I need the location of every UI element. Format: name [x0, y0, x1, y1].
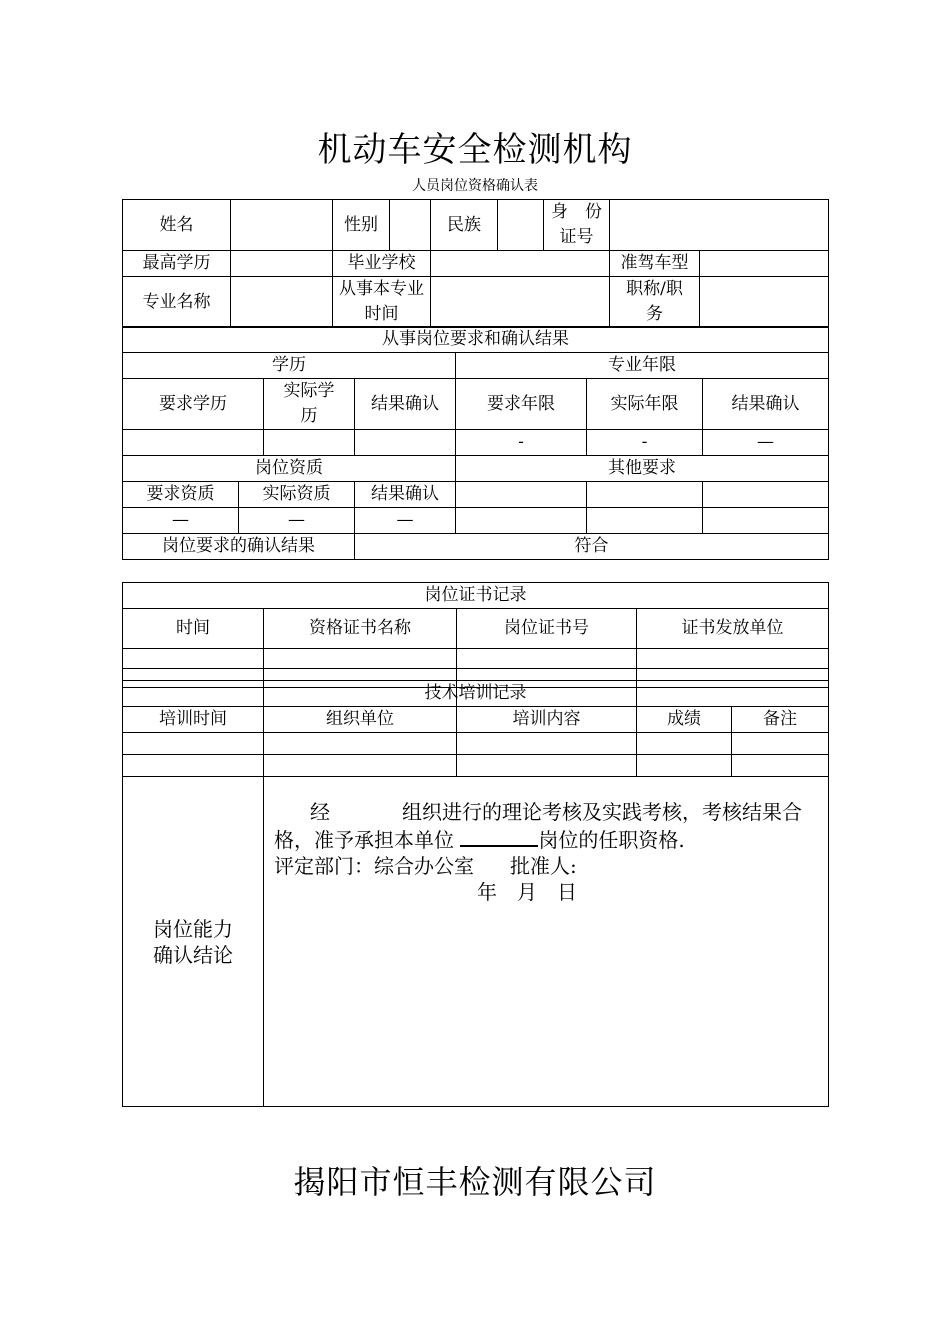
table-cell[interactable] — [123, 733, 264, 755]
company-name: 揭阳市恒丰检测有限公司 — [293, 1163, 657, 1201]
job-title-label — [610, 277, 700, 328]
requirements-confirmation-value[interactable]: 符合 — [355, 534, 829, 560]
actual-education-line1: 实际学 — [283, 381, 335, 401]
evaluation-dept: 评定部门：综合办公室 — [274, 854, 474, 878]
table-cell[interactable] — [637, 755, 732, 777]
other-requirement-cell[interactable] — [703, 508, 829, 534]
qualification-section-heading: 岗位资质 — [123, 456, 456, 482]
years-in-major-label — [333, 277, 431, 328]
required-qualification-value[interactable]: — — [123, 508, 239, 534]
requirements-confirmation-label: 岗位要求的确认结果 — [123, 534, 355, 560]
table-cell[interactable] — [123, 649, 264, 669]
gender-field[interactable] — [390, 200, 431, 251]
table-cell[interactable] — [637, 733, 732, 755]
cert-number-header: 岗位证书号 — [457, 609, 637, 649]
required-education-value[interactable] — [123, 430, 264, 456]
table-row — [123, 649, 829, 669]
years-label-line1: 从事本专业 — [339, 279, 424, 299]
training-remarks-header: 备注 — [732, 707, 829, 733]
years-section-heading: 专业年限 — [456, 353, 829, 379]
requirements-heading: 从事岗位要求和确认结果 — [123, 327, 829, 353]
other-requirement-cell[interactable] — [703, 482, 829, 508]
post-name-blank[interactable] — [460, 825, 538, 847]
years-result-value[interactable]: — — [703, 430, 829, 456]
actual-education-value[interactable] — [264, 430, 355, 456]
table-row — [123, 755, 829, 777]
approval-date: 年 月 日 — [477, 880, 577, 904]
years-in-major-field[interactable] — [431, 277, 610, 328]
table-cell[interactable] — [732, 755, 829, 777]
actual-qualification-label: 实际资质 — [239, 482, 355, 508]
form-subtitle: 人员岗位资格确认表 — [412, 178, 538, 194]
conclusion-label-line2: 确认结论 — [153, 942, 233, 967]
basic-info-table — [122, 199, 829, 328]
table-cell[interactable] — [637, 649, 829, 669]
actual-education-label — [264, 379, 355, 430]
years-result-label: 结果确认 — [703, 379, 829, 430]
qualification-result-value[interactable]: — — [355, 508, 456, 534]
table-cell[interactable] — [264, 755, 457, 777]
approver-label: 批准人: — [510, 854, 577, 878]
conclusion-suffix: 岗位的任职资格. — [538, 828, 685, 852]
conclusion-prefix: 经 — [310, 800, 330, 824]
school-label: 毕业学校 — [333, 251, 431, 277]
id-label-line2: 证号 — [559, 227, 594, 247]
table-cell[interactable] — [264, 649, 457, 669]
other-requirement-cell[interactable] — [456, 482, 587, 508]
id-label-line1: 身 份 — [551, 202, 602, 222]
table-cell[interactable] — [457, 649, 637, 669]
training-time-header: 培训时间 — [123, 707, 264, 733]
education-section-heading: 学历 — [123, 353, 456, 379]
conclusion-label — [123, 777, 264, 1107]
major-field[interactable] — [231, 277, 333, 328]
years-label-line2: 时间 — [364, 304, 399, 324]
certificate-records-heading: 岗位证书记录 — [123, 583, 829, 609]
table-cell[interactable] — [457, 733, 637, 755]
education-result-label: 结果确认 — [355, 379, 456, 430]
cert-issuer-header: 证书发放单位 — [637, 609, 829, 649]
name-label: 姓名 — [123, 200, 231, 251]
other-requirement-cell[interactable] — [456, 508, 587, 534]
id-number-label — [544, 200, 610, 251]
table-cell[interactable] — [123, 755, 264, 777]
license-type-field[interactable] — [700, 251, 829, 277]
qualification-result-label: 结果确认 — [355, 482, 456, 508]
actual-qualification-value[interactable]: — — [239, 508, 355, 534]
other-requirement-cell[interactable] — [587, 508, 703, 534]
conclusion-table — [122, 776, 829, 1107]
major-label: 专业名称 — [123, 277, 231, 328]
actual-years-label: 实际年限 — [587, 379, 703, 430]
school-field[interactable] — [431, 251, 610, 277]
ethnicity-field[interactable] — [498, 200, 544, 251]
ethnicity-label: 民族 — [431, 200, 498, 251]
other-requirement-cell[interactable] — [587, 482, 703, 508]
approval-line — [274, 853, 820, 879]
conclusion-body: 组织进行的理论考核及实践考核，考核结果合格，准予承担本单位 — [274, 800, 802, 852]
education-label: 最高学历 — [123, 251, 231, 277]
required-education-label: 要求学历 — [123, 379, 264, 430]
training-org-header: 组织单位 — [264, 707, 457, 733]
table-cell[interactable] — [264, 733, 457, 755]
training-records-table — [122, 680, 829, 777]
requirements-table — [122, 326, 829, 560]
training-score-header: 成绩 — [637, 707, 732, 733]
actual-years-value[interactable]: - — [587, 430, 703, 456]
name-field[interactable] — [231, 200, 333, 251]
required-qualification-label: 要求资质 — [123, 482, 239, 508]
education-field[interactable] — [231, 251, 333, 277]
conclusion-statement — [274, 799, 820, 853]
conclusion-label-line1: 岗位能力 — [153, 916, 233, 941]
training-content-header: 培训内容 — [457, 707, 637, 733]
job-title-field[interactable] — [700, 277, 829, 328]
training-records-heading: 技术培训记录 — [123, 681, 829, 707]
license-type-label: 准驾车型 — [610, 251, 700, 277]
conclusion-content[interactable] — [264, 777, 829, 1107]
table-row — [123, 733, 829, 755]
document-title: 机动车安全检测机构 — [317, 130, 633, 170]
table-cell[interactable] — [457, 755, 637, 777]
required-years-label: 要求年限 — [456, 379, 587, 430]
actual-education-line2: 历 — [300, 406, 318, 426]
education-result-value[interactable] — [355, 430, 456, 456]
table-cell[interactable] — [732, 733, 829, 755]
gender-label: 性别 — [333, 200, 390, 251]
cert-time-header: 时间 — [123, 609, 264, 649]
other-requirements-heading: 其他要求 — [456, 456, 829, 482]
id-number-field[interactable] — [610, 200, 829, 251]
job-title-label-line2: 务 — [646, 304, 663, 324]
job-title-label-line1: 职称/职 — [626, 279, 683, 299]
required-years-value[interactable]: - — [456, 430, 587, 456]
cert-name-header: 资格证书名称 — [264, 609, 457, 649]
